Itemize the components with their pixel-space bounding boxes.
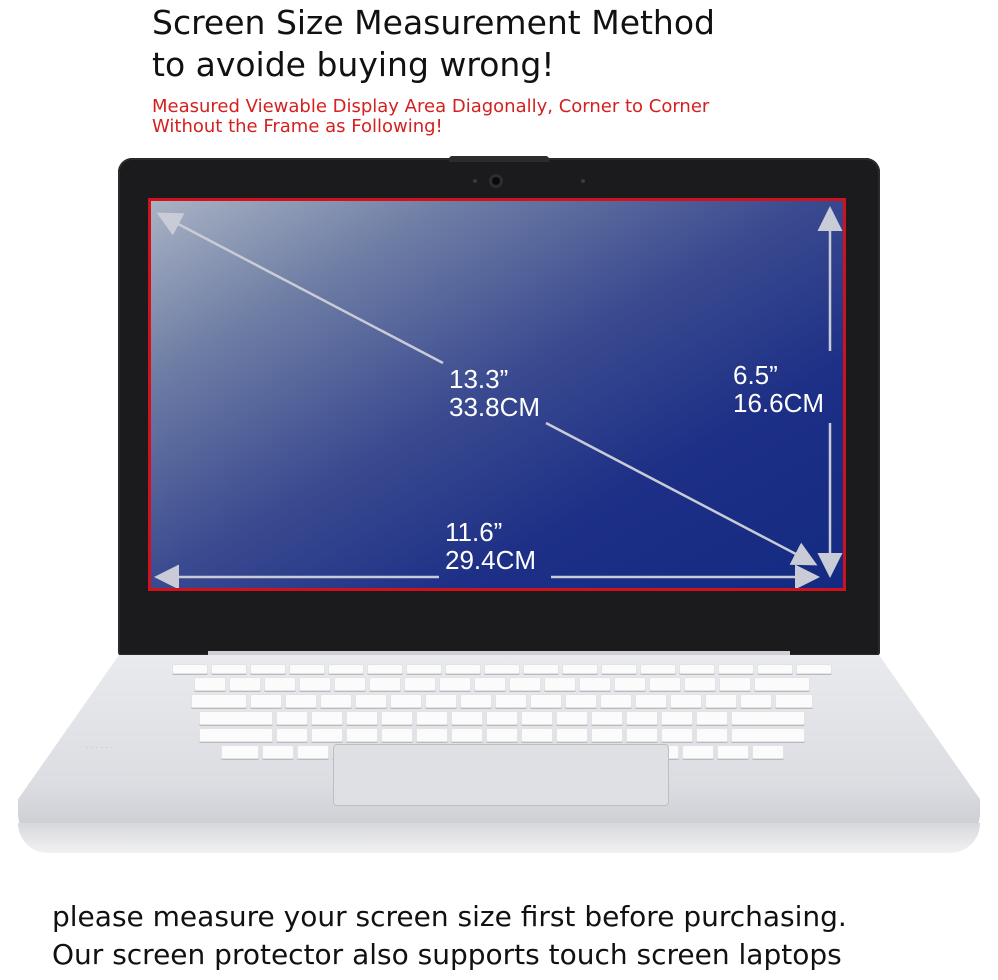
subtitle (152, 97, 709, 137)
keyboard (128, 664, 876, 756)
diagonal-label (449, 365, 540, 421)
diagonal-inches: 13.3” (449, 364, 509, 394)
footer-line-1: please measure your screen size first before purchasing. (52, 900, 847, 933)
height-label (733, 361, 824, 417)
number-key-row (128, 677, 876, 691)
footer-line-2: Our screen protector also supports touch screen laptops (52, 938, 842, 971)
height-cm: 16.6CM (733, 388, 825, 418)
webcam-icon (489, 174, 503, 188)
width-cm: 29.4CM (445, 545, 537, 575)
mic-dot-icon (581, 179, 585, 183)
subtitle-line-1: Measured Viewable Display Area Diagonally, Corner to Corner (152, 96, 710, 117)
shift-key-row (128, 728, 876, 742)
title-line-2: to avoide buying wrong! (152, 45, 555, 84)
height-inches: 6.5” (733, 360, 778, 390)
subtitle-line-2: Without the Frame as Following! (152, 116, 443, 137)
qwerty-key-row (128, 694, 876, 708)
light-sensor-icon (473, 179, 477, 183)
title-line-1: Screen Size Measurement Method (152, 3, 715, 42)
diagonal-arrow-upper (161, 215, 443, 363)
function-key-row (128, 664, 876, 674)
diagonal-cm: 33.8CM (449, 392, 541, 422)
lid-top-tab (449, 156, 549, 162)
home-key-row (128, 711, 876, 725)
viewable-display-area (148, 198, 846, 591)
diagonal-arrow-lower (546, 423, 813, 563)
brand-mark: ······ (86, 745, 116, 751)
footer-note (52, 898, 847, 974)
width-label (445, 518, 536, 574)
touchpad (333, 744, 669, 806)
laptop-front-edge (18, 823, 980, 853)
width-inches: 11.6” (445, 517, 503, 547)
page-title (152, 2, 715, 86)
